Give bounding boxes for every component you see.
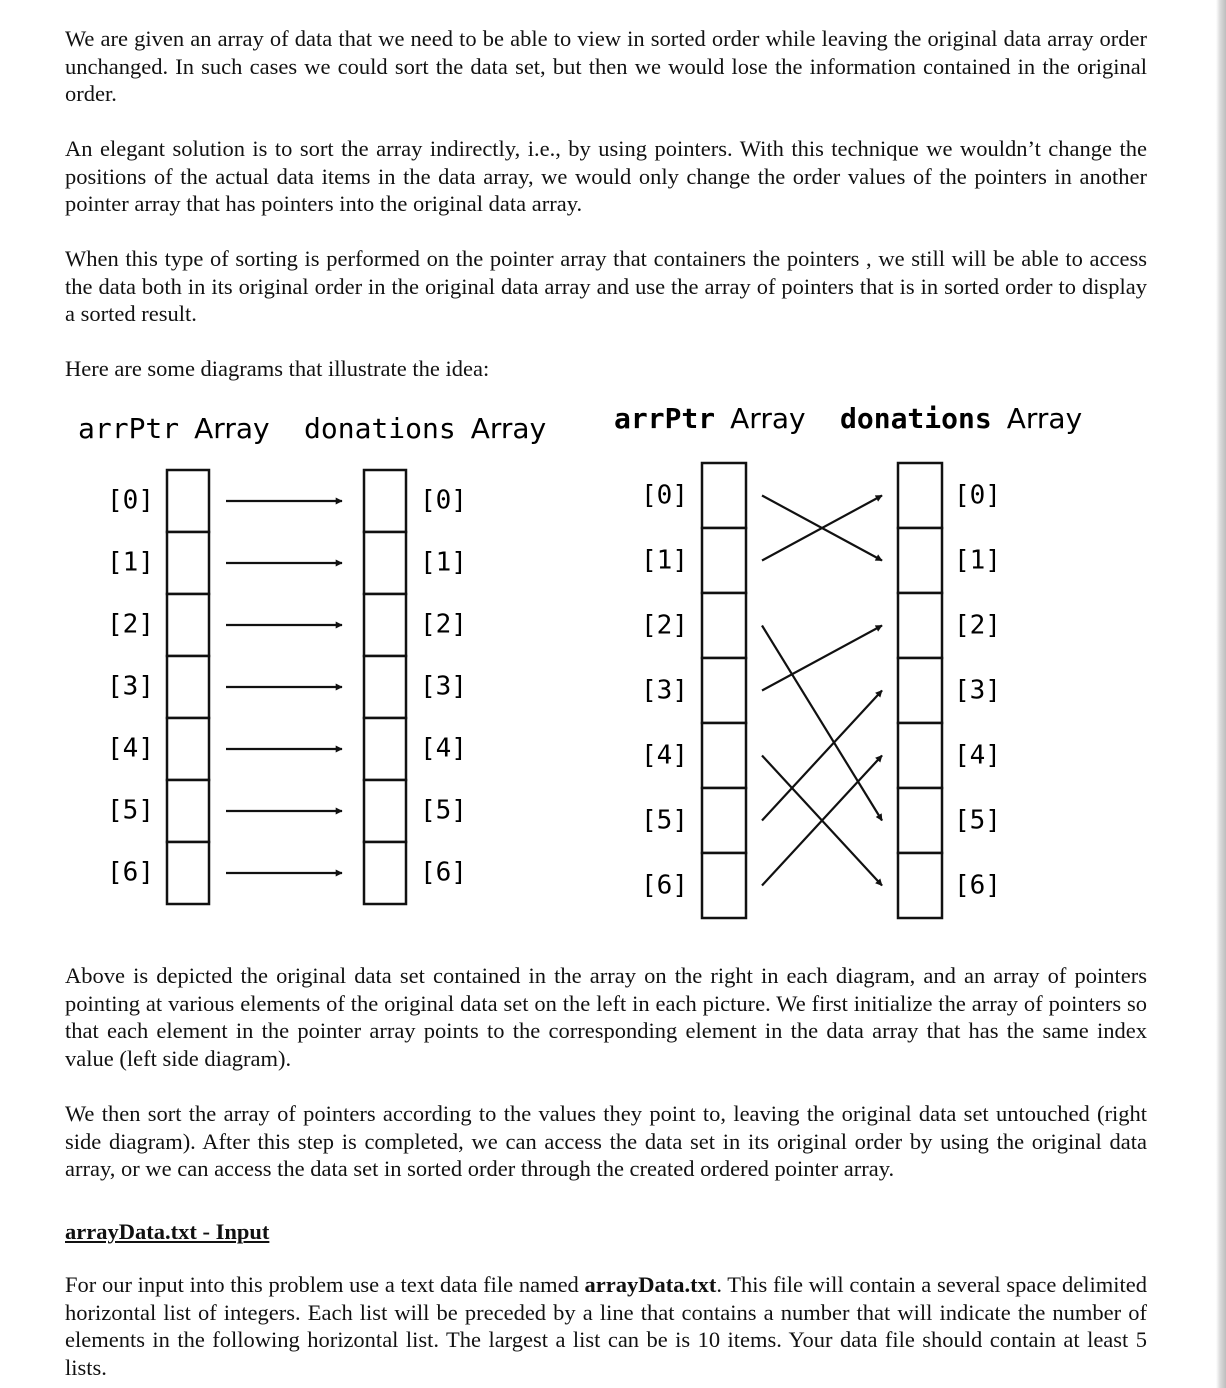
left-pointer-cell bbox=[167, 780, 209, 842]
paragraph-diagram-intro: Here are some diagrams that illustrate the idea: bbox=[65, 356, 490, 381]
svg-text:arrPtr Array bbox=[78, 412, 270, 445]
right-data-cell bbox=[898, 593, 942, 658]
right-data-index-label: [5] bbox=[954, 805, 1001, 836]
paragraph-explanation: Above is depicted the original data set contained in the array on the right in each diagram, and an array of pointers pointing at various elements of the original data set on the left in each picture. We first initialize the array of pointers so that each element in the pointer array points to the corresponding element in the data array that has the same index value (left side diagram). bbox=[65, 963, 1147, 1071]
left-pointer-index-labels bbox=[107, 485, 154, 887]
left-pointer-index-label: [1] bbox=[107, 547, 154, 578]
right-data-cell bbox=[898, 853, 942, 918]
left-pointer-index-label: [5] bbox=[107, 795, 154, 826]
paragraph-intro: We are given an array of data that we need to be able to view in sorted order while leaving the original data array order unchanged. In such cases we could sort the data set, but then we would lose the information contained in the original order. bbox=[65, 26, 1147, 106]
left-pointer-arrows bbox=[226, 501, 342, 873]
right-pointer-index-label: [4] bbox=[641, 740, 688, 771]
right-data-array bbox=[898, 463, 942, 918]
right-data-cell bbox=[898, 723, 942, 788]
input-file-name: arrayData.txt bbox=[584, 1272, 717, 1297]
right-data-index-labels bbox=[954, 480, 1001, 900]
right-pointer-cell bbox=[702, 593, 746, 658]
left-data-cell bbox=[364, 594, 406, 656]
left-pointer-index-label: [2] bbox=[107, 609, 154, 640]
left-pointer-index-label: [0] bbox=[107, 485, 154, 516]
left-data-cell bbox=[364, 842, 406, 904]
svg-text:donations Array bbox=[304, 412, 546, 445]
right-data-index-label: [4] bbox=[954, 740, 1001, 771]
left-data-index-label: [1] bbox=[420, 547, 467, 578]
pointer-sort-diagrams bbox=[0, 390, 1226, 930]
right-pointer-index-label: [1] bbox=[641, 545, 688, 576]
right-data-index-label: [1] bbox=[954, 545, 1001, 576]
right-pointer-arrow bbox=[762, 626, 882, 821]
left-data-array bbox=[364, 470, 406, 904]
right-data-cell bbox=[898, 788, 942, 853]
right-pointer-index-label: [3] bbox=[641, 675, 688, 706]
left-data-cell bbox=[364, 470, 406, 532]
left-data-index-label: [5] bbox=[420, 795, 467, 826]
right-pointer-arrow bbox=[762, 691, 882, 821]
left-pointer-index-label: [4] bbox=[107, 733, 154, 764]
right-data-array-word: Array bbox=[1006, 402, 1083, 435]
right-diagram bbox=[614, 402, 1082, 918]
right-pointer-arrow bbox=[762, 626, 882, 691]
svg-text:donations Array bbox=[840, 402, 1082, 435]
left-ptr-array-word: Array bbox=[194, 412, 270, 445]
right-pointer-index-labels bbox=[641, 480, 688, 900]
left-data-index-label: [6] bbox=[420, 857, 467, 888]
right-pointer-cell bbox=[702, 788, 746, 853]
paragraph-solution: An elegant solution is to sort the array indirectly, i.e., by using pointers. With this technique we wouldn’t change the positions of the actual data items in the data array, we would only change the order values of the pointers in another pointer array that has pointers into the original data array. bbox=[65, 136, 1147, 216]
left-pointer-array bbox=[167, 470, 209, 904]
left-pointer-cell bbox=[167, 718, 209, 780]
left-data-cell bbox=[364, 780, 406, 842]
paragraph-sorted-access: We then sort the array of pointers according to the values they point to, leaving the original data set untouched (right side diagram). After this step is completed, we can access the data set in its original order by using the original data array, or we can access the data set in sorted order through the created ordered pointer array. bbox=[65, 1101, 1147, 1181]
left-data-index-label: [4] bbox=[420, 733, 467, 764]
left-data-cell bbox=[364, 532, 406, 594]
right-pointer-cell bbox=[702, 853, 746, 918]
svg-text:arrPtr Array bbox=[614, 402, 806, 435]
right-data-cell bbox=[898, 528, 942, 593]
right-data-cell bbox=[898, 658, 942, 723]
right-ptr-array-word: Array bbox=[730, 402, 806, 435]
left-data-cell bbox=[364, 656, 406, 718]
left-pointer-cell bbox=[167, 470, 209, 532]
right-pointer-cell bbox=[702, 723, 746, 788]
left-data-array-name: donations bbox=[304, 412, 456, 445]
left-data-index-label: [0] bbox=[420, 485, 467, 516]
right-data-cell bbox=[898, 463, 942, 528]
right-pointer-cell bbox=[702, 528, 746, 593]
left-pointer-cell bbox=[167, 594, 209, 656]
right-data-index-label: [0] bbox=[954, 480, 1001, 511]
paragraph-input-description bbox=[65, 1271, 1147, 1381]
right-pointer-index-label: [5] bbox=[641, 805, 688, 836]
right-pointer-cell bbox=[702, 658, 746, 723]
right-data-index-label: [6] bbox=[954, 870, 1001, 901]
input-text-start: For our input into this problem use a text data file named bbox=[65, 1272, 585, 1297]
right-pointer-arrows bbox=[762, 496, 882, 886]
left-data-index-label: [3] bbox=[420, 671, 467, 702]
left-data-array-word: Array bbox=[470, 412, 547, 445]
section-heading: arrayData.txt - Input bbox=[65, 1219, 270, 1244]
left-data-index-label: [2] bbox=[420, 609, 467, 640]
left-data-cell bbox=[364, 718, 406, 780]
right-data-index-label: [2] bbox=[954, 610, 1001, 641]
right-pointer-index-label: [6] bbox=[641, 870, 688, 901]
right-ptr-array-name: arrPtr bbox=[614, 402, 716, 435]
left-pointer-index-label: [6] bbox=[107, 857, 154, 888]
right-pointer-index-label: [0] bbox=[641, 480, 688, 511]
right-pointer-index-label: [2] bbox=[641, 610, 688, 641]
left-pointer-cell bbox=[167, 842, 209, 904]
right-pointer-cell bbox=[702, 463, 746, 528]
right-data-array-name: donations bbox=[840, 402, 992, 435]
left-data-index-labels bbox=[420, 485, 467, 887]
left-ptr-array-name: arrPtr bbox=[78, 412, 180, 445]
paragraph-sorting: When this type of sorting is performed on the pointer array that containers the pointers , we still will be able to access the data both in its original order in the original data array and use the array of pointers that is in sorted order to display a sorted result. bbox=[65, 246, 1147, 326]
right-pointer-array bbox=[702, 463, 746, 918]
left-pointer-cell bbox=[167, 532, 209, 594]
left-pointer-index-label: [3] bbox=[107, 671, 154, 702]
right-data-index-label: [3] bbox=[954, 675, 1001, 706]
left-pointer-cell bbox=[167, 656, 209, 718]
input-text-end: . This file will contain a several space delimited horizontal list of integers. Each list will be preceded by a line that contains a number that will indicate the number of elements in the following horizontal list. The largest a list can be is 10 items. Your data file should contain at least 5 lists. bbox=[65, 1272, 1147, 1380]
left-diagram bbox=[78, 412, 546, 904]
